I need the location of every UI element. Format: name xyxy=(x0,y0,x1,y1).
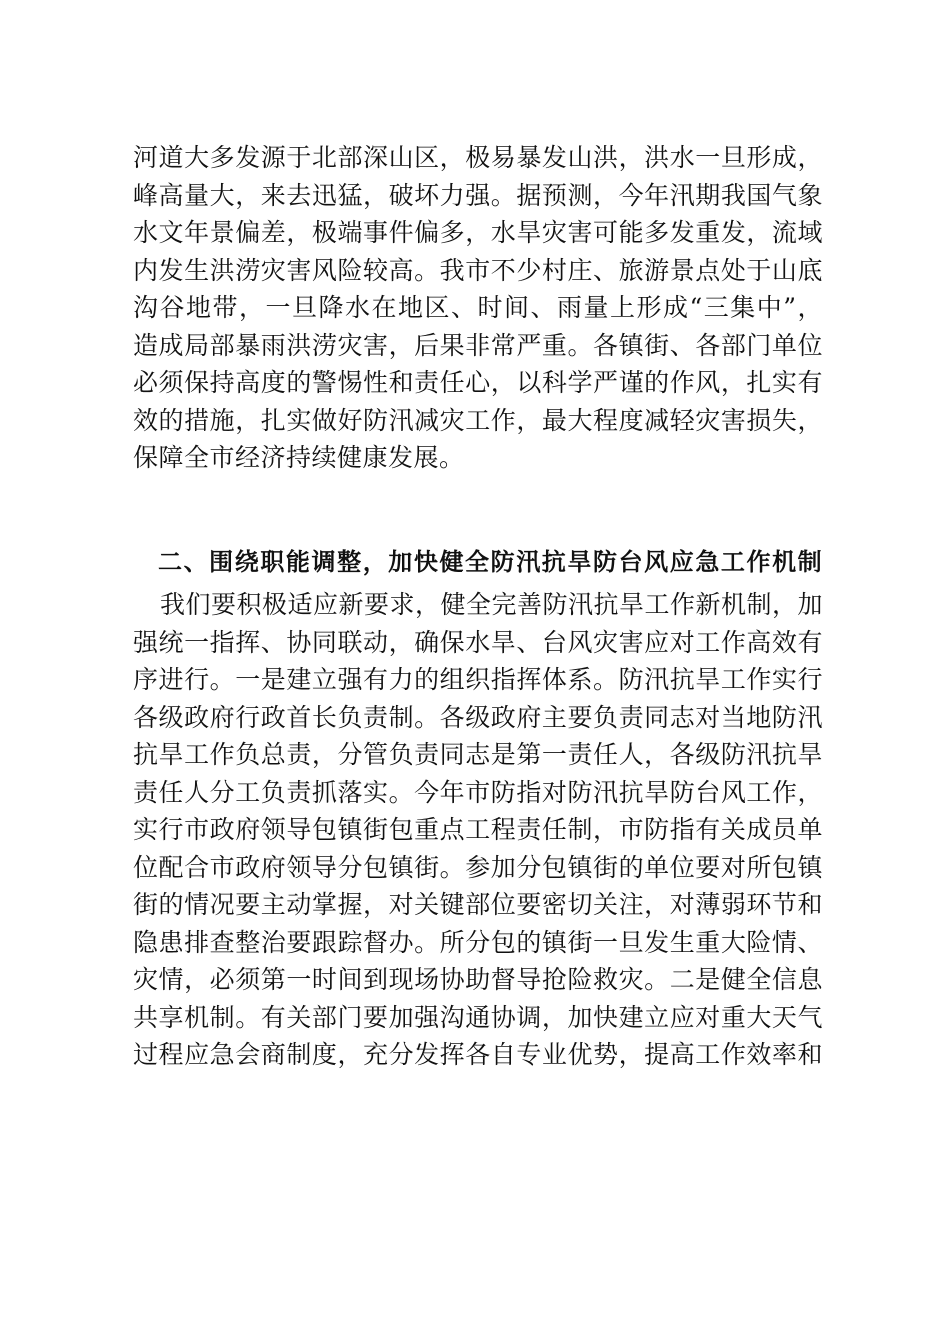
paragraph-line: 各级政府行政首长负责制。各级政府主要负责同志对当地防汛 xyxy=(133,702,823,732)
paragraph-2 xyxy=(133,586,823,1074)
paragraph-line: 河道大多发源于北部深山区，极易暴发山洪，洪水一旦形成， xyxy=(133,143,823,172)
section-heading: 二、围绕职能调整，加快健全防汛抗旱防台风应急工作机制 xyxy=(158,548,822,576)
paragraph-line: 隐患排查整治要跟踪督办。所分包的镇街一旦发生重大险情、 xyxy=(133,927,823,957)
paragraph-line: 沟谷地带，一旦降水在地区、时间、雨量上形成“三集中”， xyxy=(133,293,823,322)
paragraph-line: 街的情况要主动掌握，对关键部位要密切关注，对薄弱环节和 xyxy=(133,890,823,919)
paragraph-line: 抗旱工作负总责，分管负责同志是第一责任人，各级防汛抗旱 xyxy=(133,740,823,769)
paragraph-line: 内发生洪涝灾害风险较高。我市不少村庄、旅游景点处于山底 xyxy=(133,255,823,285)
paragraph-line: 序进行。一是建立强有力的组织指挥体系。防汛抗旱工作实行 xyxy=(133,665,823,694)
paragraph-line: 峰高量大，来去迅猛，破坏力强。据预测，今年汛期我国气象 xyxy=(133,180,823,210)
paragraph-line: 造成局部暴雨洪涝灾害，后果非常严重。各镇街、各部门单位 xyxy=(133,330,823,360)
paragraph-line: 效的措施，扎实做好防汛减灾工作，最大程度减轻灾害损失， xyxy=(133,405,823,435)
paragraph-line: 灾情，必须第一时间到现场协助督导抢险救灾。二是健全信息 xyxy=(133,965,823,994)
paragraph-1 xyxy=(133,139,823,477)
paragraph-line: 位配合市政府领导分包镇街。参加分包镇街的单位要对所包镇 xyxy=(133,852,823,882)
paragraph-line: 共享机制。有关部门要加强沟通协调，加快建立应对重大天气 xyxy=(133,1002,823,1032)
paragraph-line: 水文年景偏差，极端事件偏多，水旱灾害可能多发重发，流域 xyxy=(133,218,823,247)
paragraph-line: 必须保持高度的警惕性和责任心，以科学严谨的作风，扎实有 xyxy=(133,368,823,397)
paragraph-line: 实行市政府领导包镇街包重点工程责任制，市防指有关成员单 xyxy=(133,815,823,844)
paragraph-line: 强统一指挥、协同联动，确保水旱、台风灾害应对工作高效有 xyxy=(133,627,823,657)
section-heading-2-wrap xyxy=(158,544,822,582)
paragraph-line: 保障全市经济持续健康发展。 xyxy=(133,443,465,472)
paragraph-line: 责任人分工负责抓落实。今年市防指对防汛抗旱防台风工作， xyxy=(133,777,823,807)
paragraph-line: 过程应急会商制度，充分发挥各自专业优势，提高工作效率和 xyxy=(133,1040,823,1069)
paragraph-line: 我们要积极适应新要求，健全完善防汛抗旱工作新机制，加 xyxy=(160,590,824,619)
